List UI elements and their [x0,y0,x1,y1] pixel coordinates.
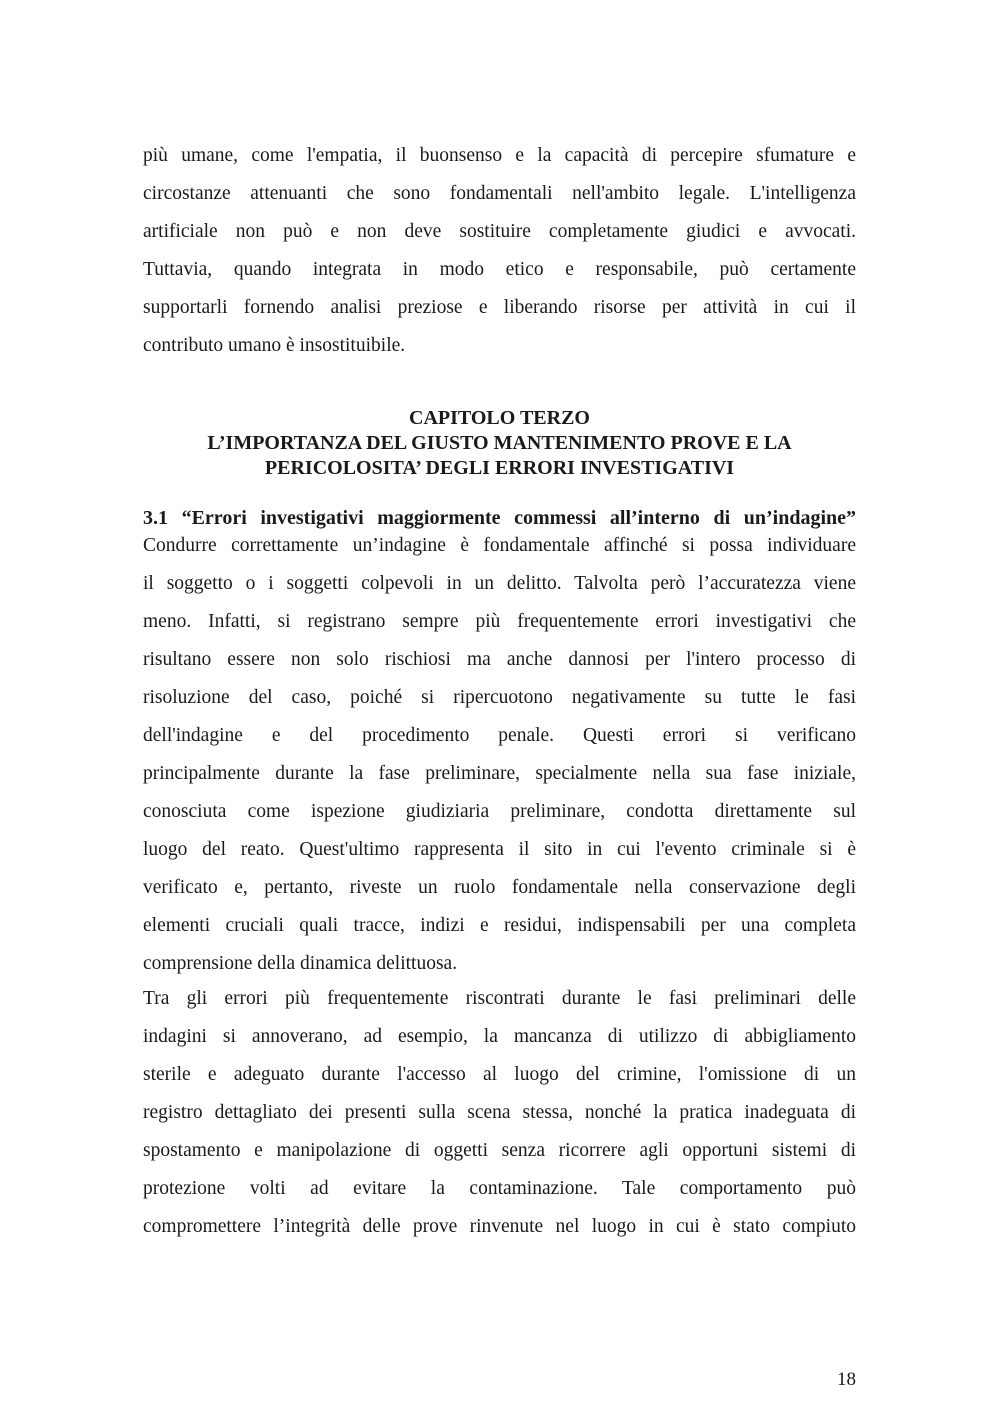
paragraph-line: Condurre correttamente un’indagine è fondamentale affinché si possa individuare [143,535,856,556]
paragraph-line: risultano essere non solo rischiosi ma anche dannosi per l'intero processo di [143,649,856,670]
paragraph-line: sterile e adeguato durante l'accesso al luogo del crimine, l'omissione di un [143,1064,856,1085]
section-title: 3.1 “Errori investigativi maggiormente commessi all’interno di un’indagine” [143,507,856,529]
paragraph-line: Tuttavia, quando integrata in modo etico e responsabile, può certamente [143,259,856,280]
paragraph-line: indagini si annoverano, ad esempio, la mancanza di utilizzo di abbigliamento [143,1026,856,1047]
paragraph-line: artificiale non può e non deve sostituire completamente giudici e avvocati. [143,221,856,242]
chapter-number: CAPITOLO TERZO [409,407,590,429]
paragraph-line: spostamento e manipolazione di oggetti senza ricorrere agli opportuni sistemi di [143,1140,856,1161]
chapter-title-line: L’IMPORTANZA DEL GIUSTO MANTENIMENTO PROVE E LA [207,432,792,454]
page-number: 18 [837,1369,856,1390]
paragraph-line: Tra gli errori più frequentemente riscontrati durante le fasi preliminari delle [143,988,856,1009]
paragraph-1 [143,137,856,365]
paragraph-line: il soggetto o i soggetti colpevoli in un delitto. Talvolta però l’accuratezza viene [143,573,856,594]
paragraph-line: protezione volti ad evitare la contaminazione. Tale comportamento può [143,1178,856,1199]
paragraph-line: principalmente durante la fase preliminare, specialmente nella sua fase iniziale, [143,763,856,784]
paragraph-3 [143,980,856,1246]
paragraph-line: conosciuta come ispezione giudiziaria preliminare, condotta direttamente sul [143,801,856,822]
paragraph-line: luogo del reato. Quest'ultimo rappresenta il sito in cui l'evento criminale si è [143,839,856,860]
paragraph-2 [143,527,856,983]
paragraph-line: elementi cruciali quali tracce, indizi e residui, indispensabili per una completa [143,915,856,936]
paragraph-line: meno. Infatti, si registrano sempre più frequentemente errori investigativi che [143,611,856,632]
paragraph-line: supportarli fornendo analisi preziose e liberando risorse per attività in cui il [143,297,856,318]
paragraph-line: circostanze attenuanti che sono fondamentali nell'ambito legale. L'intelligenza [143,183,856,204]
paragraph-line: più umane, come l'empatia, il buonsenso e la capacità di percepire sfumature e [143,145,856,166]
paragraph-line: risoluzione del caso, poiché si ripercuotono negativamente su tutte le fasi [143,687,856,708]
paragraph-line: verificato e, pertanto, riveste un ruolo fondamentale nella conservazione degli [143,877,856,898]
paragraph-line: dell'indagine e del procedimento penale. Questi errori si verificano [143,725,856,746]
paragraph-line: comprensione della dinamica delittuosa. [143,953,458,974]
chapter-heading [143,406,856,481]
paragraph-line: compromettere l’integrità delle prove rinvenute nel luogo in cui è stato compiuto [143,1216,856,1237]
chapter-title-line: PERICOLOSITA’ DEGLI ERRORI INVESTIGATIVI [264,457,735,479]
paragraph-line: registro dettagliato dei presenti sulla scena stessa, nonché la pratica inadeguata di [143,1102,856,1123]
paragraph-line: contributo umano è insostituibile. [143,335,406,356]
